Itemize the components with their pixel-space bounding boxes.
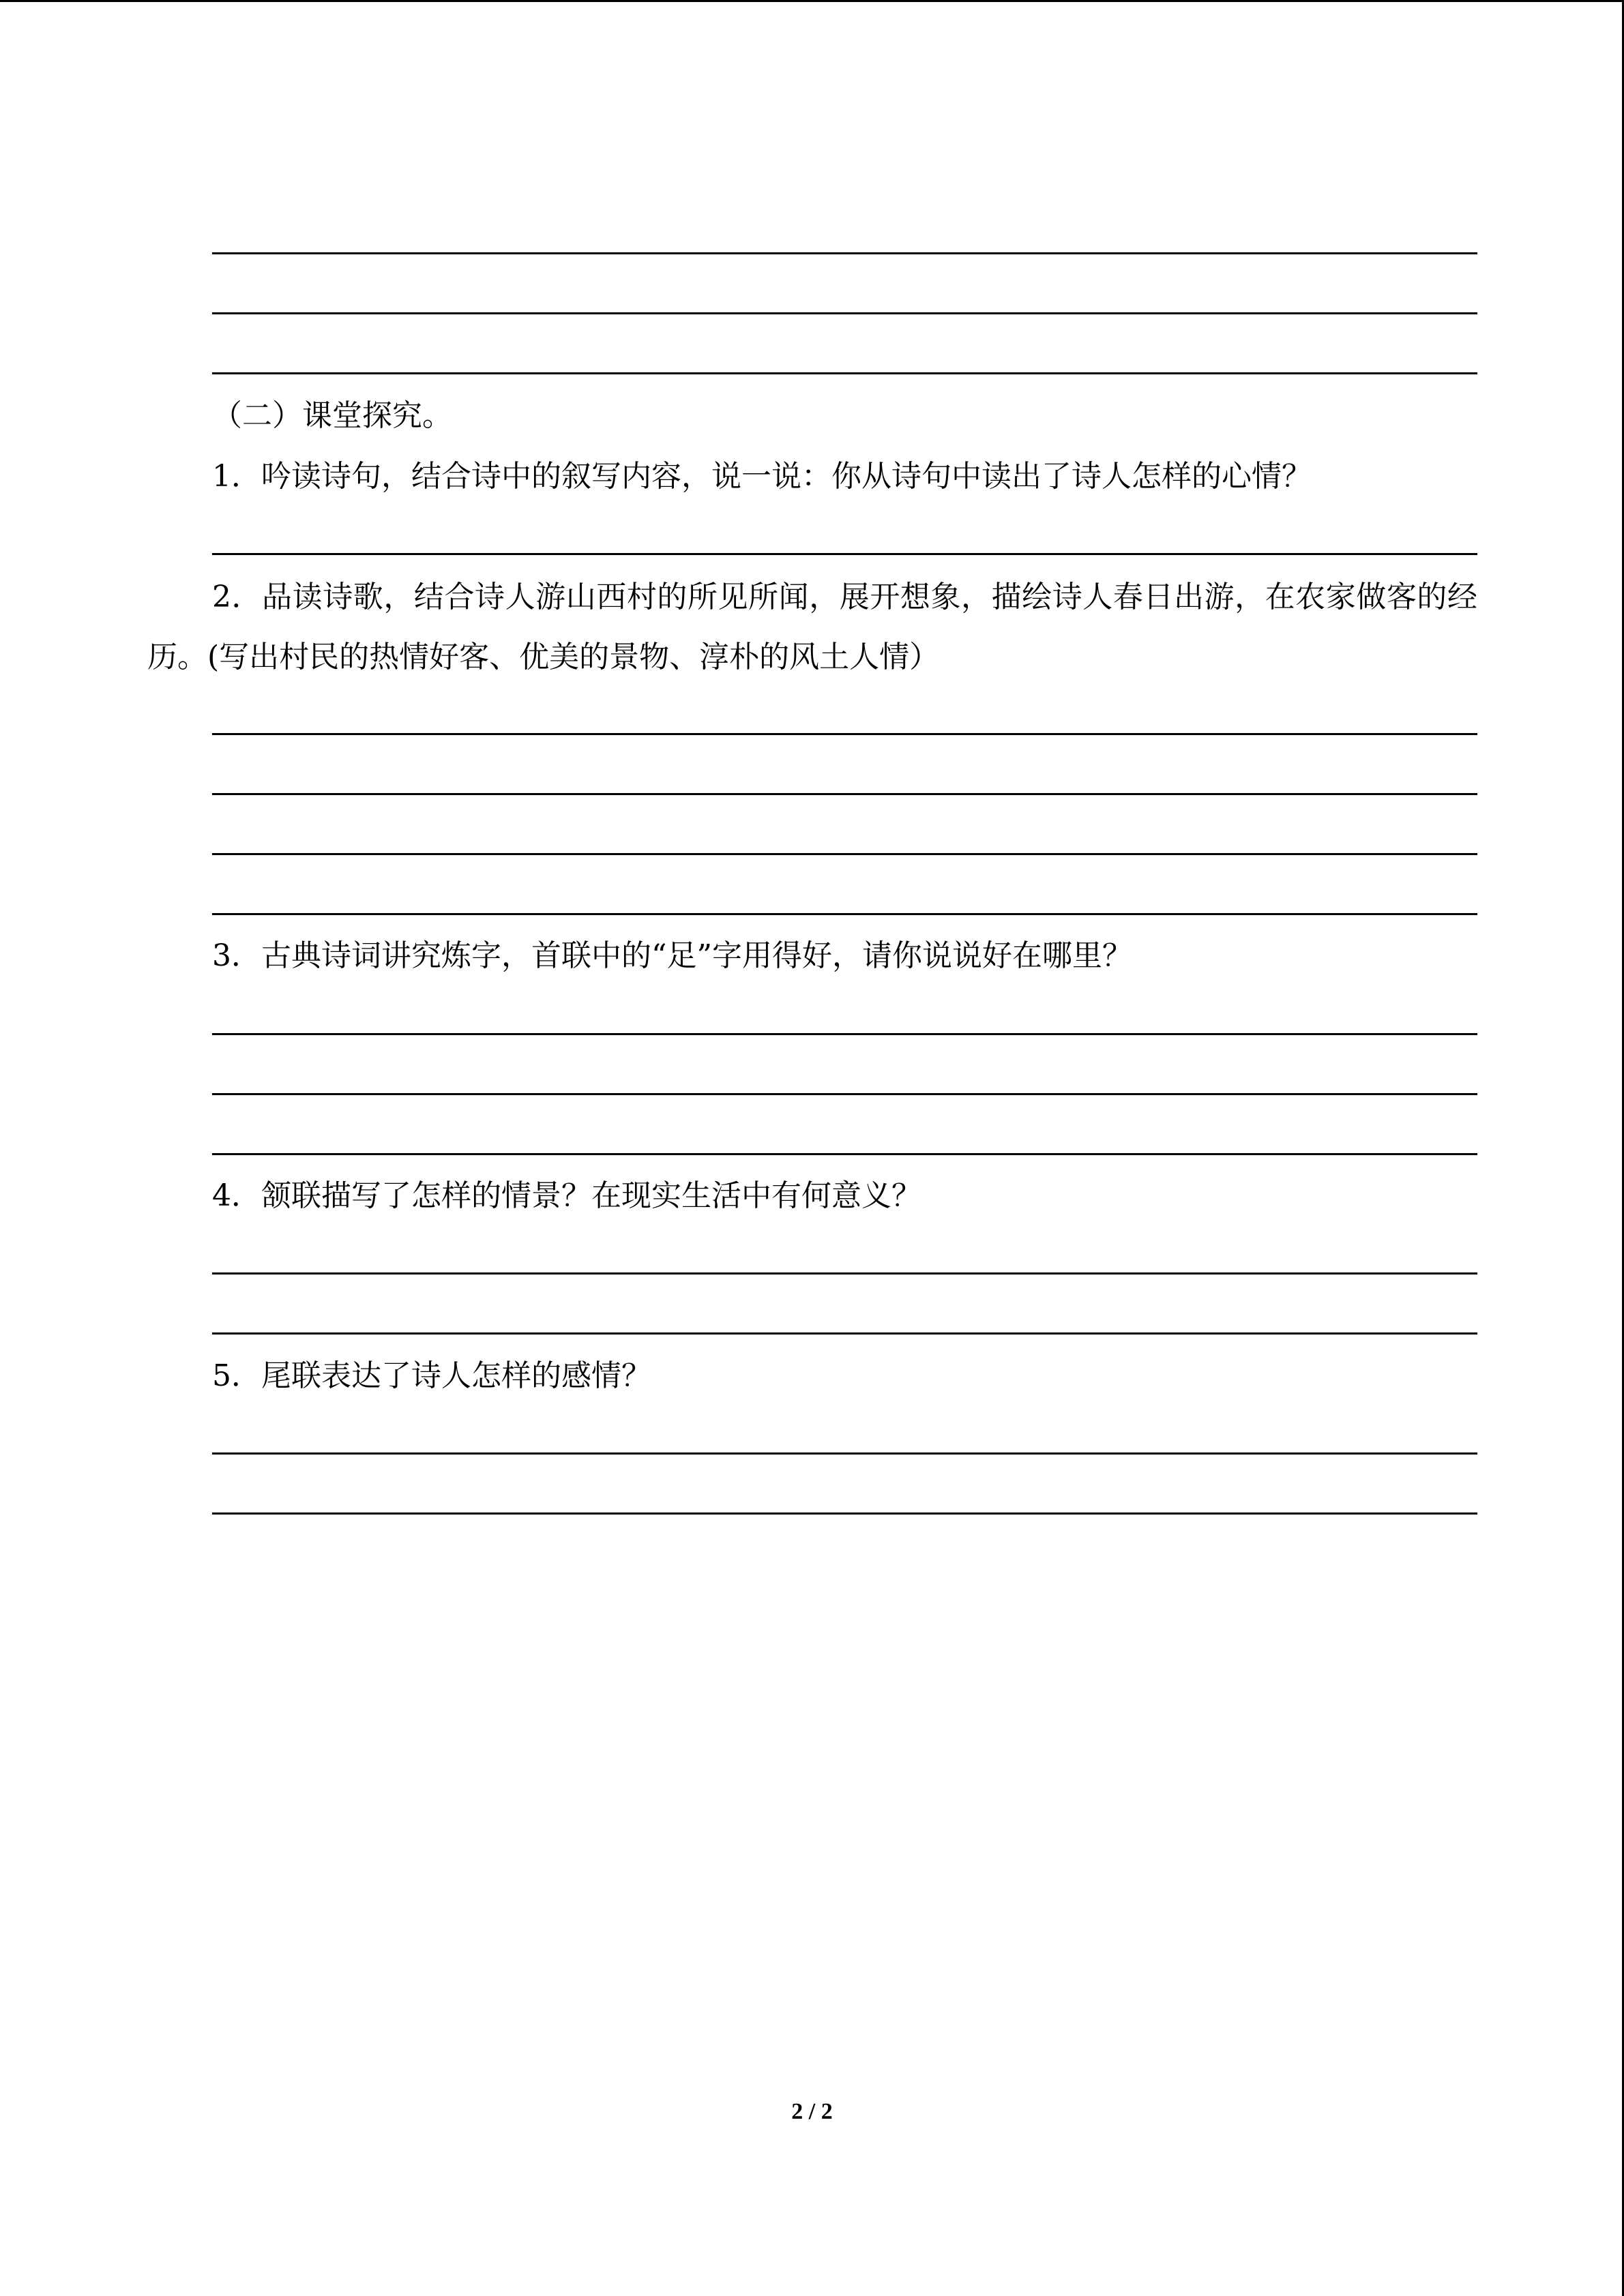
answer-line	[212, 553, 1477, 555]
answer-line	[212, 793, 1477, 795]
answer-line	[212, 1153, 1477, 1155]
page-number: 2 / 2	[791, 2099, 833, 2124]
answer-line	[212, 853, 1477, 855]
answer-line	[212, 1272, 1477, 1274]
question-2: 2．品读诗歌，结合诗人游山西村的所见所闻，展开想象，描绘诗人春日出游，在农家做客的经历。(写出村民的热情好客、优美的景物、淳朴的风土人情）	[147, 580, 1477, 674]
answer-line	[212, 1332, 1477, 1335]
answer-line	[212, 312, 1477, 314]
answer-line	[212, 252, 1477, 254]
question-1: 1．吟读诗句，结合诗中的叙写内容，说一说：你从诗句中读出了诗人怎样的心情？	[212, 459, 1312, 494]
question-5: 5．尾联表达了诗人怎样的感情？	[212, 1358, 651, 1393]
answer-line	[212, 372, 1477, 374]
section-heading: （二）课堂探究。	[212, 398, 452, 433]
answer-line	[212, 1452, 1477, 1455]
answer-line	[212, 1033, 1477, 1035]
question-3: 3．古典诗词讲究炼字，首联中的“足”字用得好，请你说说好在哪里？	[212, 938, 1132, 973]
answer-line	[212, 913, 1477, 915]
answer-line	[212, 1512, 1477, 1515]
question-4: 4．颔联描写了怎样的情景？在现实生活中有何意义？	[212, 1178, 921, 1213]
answer-line	[212, 733, 1477, 735]
answer-line	[212, 1093, 1477, 1095]
